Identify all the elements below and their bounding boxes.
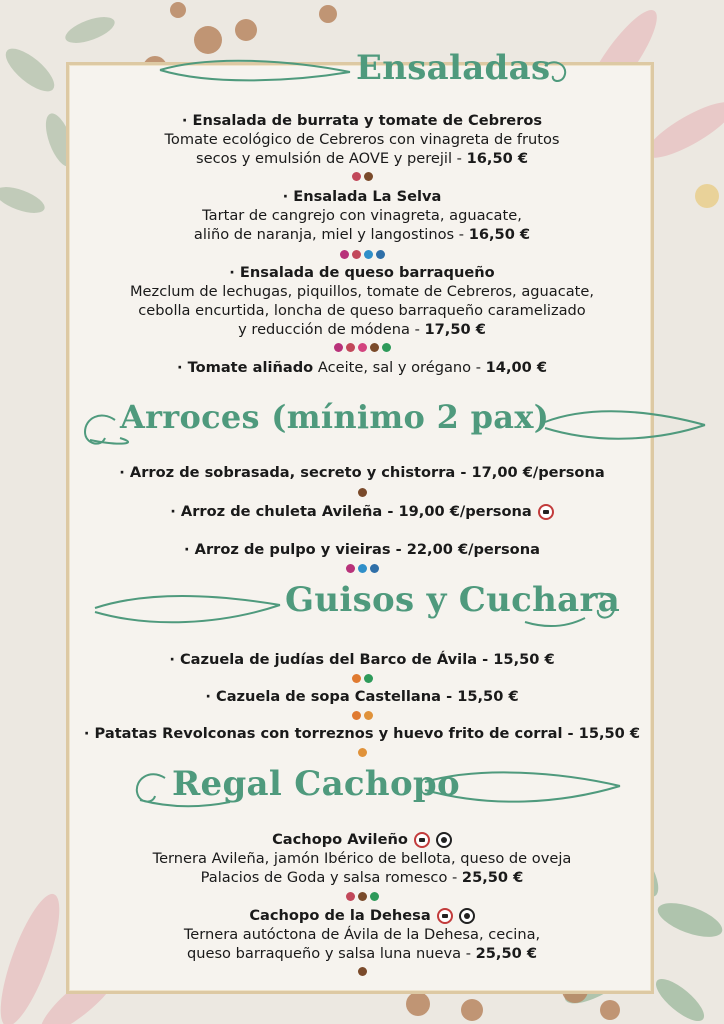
menu-item <box>0 502 724 521</box>
allergen-icons <box>0 170 724 182</box>
allergen-icons <box>0 486 724 498</box>
section-title-arroces: Arroces (mínimo 2 pax) <box>120 398 550 436</box>
section-title-cachopo: Regal Cachopo <box>172 764 460 804</box>
item-name: · Tomate aliñado <box>176 359 314 376</box>
menu-item <box>0 830 724 887</box>
item-name: Cachopo Avileño <box>272 831 408 848</box>
quality-seal-icon <box>436 832 452 848</box>
allergen-icon <box>370 892 379 901</box>
allergen-icon <box>370 343 379 352</box>
menu-item <box>0 463 724 482</box>
quality-seal-icon <box>459 908 475 924</box>
allergen-icon <box>346 564 355 573</box>
item-name: · Arroz de sobrasada, secreto y chistorra - 17,00 €/persona <box>119 464 605 481</box>
item-description: y reducción de módena - <box>238 321 425 338</box>
item-price: 25,50 € <box>461 869 524 886</box>
item-description: secos y emulsión de AOVE y perejil - <box>196 150 467 167</box>
allergen-icon <box>340 250 349 259</box>
allergen-icon <box>352 172 361 181</box>
allergen-icons <box>0 248 724 260</box>
menu-item <box>0 263 724 339</box>
item-price: 17,50 € <box>424 321 486 338</box>
allergen-icon <box>352 711 361 720</box>
menu-item <box>0 187 724 244</box>
allergen-icon <box>364 250 373 259</box>
allergen-icons <box>0 341 724 353</box>
allergen-icons <box>0 746 724 758</box>
allergen-icon <box>364 674 373 683</box>
allergen-icon <box>370 564 379 573</box>
item-name: Cachopo de la Dehesa <box>249 907 431 924</box>
iga-badge-icon <box>414 832 430 848</box>
iga-badge-icon <box>538 504 554 520</box>
allergen-icon <box>346 343 355 352</box>
allergen-icon <box>358 488 367 497</box>
allergen-icon <box>358 564 367 573</box>
item-name: · Ensalada de queso barraqueño <box>229 264 495 281</box>
item-name: · Patatas Revolconas con torreznos y huevo frito de corral - 15,50 € <box>83 725 641 742</box>
item-description: Mezclum de lechugas, piquillos, tomate de Cebreros, aguacate, <box>129 283 595 300</box>
item-description: Tartar de cangrejo con vinagreta, aguacate, <box>202 207 522 224</box>
menu-item <box>0 540 724 559</box>
allergen-icon <box>334 343 343 352</box>
item-description: Aceite, sal y orégano - <box>313 359 486 376</box>
menu-item <box>0 687 724 706</box>
allergen-icon <box>352 250 361 259</box>
item-name: · Arroz de chuleta Avileña - 19,00 €/persona <box>170 503 532 520</box>
section-title-guisos: Guisos y Cuchara <box>285 580 621 620</box>
item-description: queso barraqueño y salsa luna nueva - <box>186 945 476 962</box>
allergen-icons <box>0 709 724 721</box>
item-description: Tomate ecológico de Cebreros con vinagreta de frutos <box>164 131 560 148</box>
item-description: aliño de naranja, miel y langostinos - <box>193 226 469 243</box>
item-price: 14,00 € <box>485 359 548 376</box>
item-description: Ternera autóctona de Ávila de la Dehesa, cecina, <box>183 926 541 943</box>
item-name: · Cazuela de sopa Castellana - 15,50 € <box>205 688 519 705</box>
iga-badge-icon <box>437 908 453 924</box>
allergen-icons <box>0 965 724 977</box>
allergen-icon <box>358 892 367 901</box>
item-price: 16,50 € <box>466 150 528 167</box>
allergen-icon <box>358 748 367 757</box>
item-description: Ternera Avileña, jamón Ibérico de bellota, queso de oveja <box>152 850 572 867</box>
allergen-icons <box>0 672 724 684</box>
item-name: · Ensalada de burrata y tomate de Cebreros <box>181 112 543 129</box>
allergen-icon <box>352 674 361 683</box>
item-name: · Ensalada La Selva <box>282 188 442 205</box>
allergen-icon <box>358 967 367 976</box>
menu-item <box>0 358 724 377</box>
allergen-icons <box>0 890 724 902</box>
item-name: · Cazuela de judías del Barco de Ávila - 15,50 € <box>169 651 555 668</box>
section-title-ensaladas: Ensaladas <box>356 48 551 88</box>
item-price: 16,50 € <box>468 226 531 243</box>
allergen-icon <box>358 343 367 352</box>
item-name: · Arroz de pulpo y vieiras - 22,00 €/persona <box>184 541 540 558</box>
item-description: Palacios de Goda y salsa romesco - <box>200 869 462 886</box>
allergen-icon <box>376 250 385 259</box>
item-price: 25,50 € <box>475 945 538 962</box>
allergen-icon <box>382 343 391 352</box>
allergen-icon <box>346 892 355 901</box>
item-description: cebolla encurtida, loncha de queso barraqueño caramelizado <box>138 302 586 319</box>
allergen-icon <box>364 172 373 181</box>
menu-item <box>0 906 724 963</box>
allergen-icons <box>0 562 724 574</box>
menu-item <box>0 650 724 669</box>
menu-item <box>0 724 724 743</box>
allergen-icon <box>364 711 373 720</box>
menu-item <box>0 111 724 168</box>
